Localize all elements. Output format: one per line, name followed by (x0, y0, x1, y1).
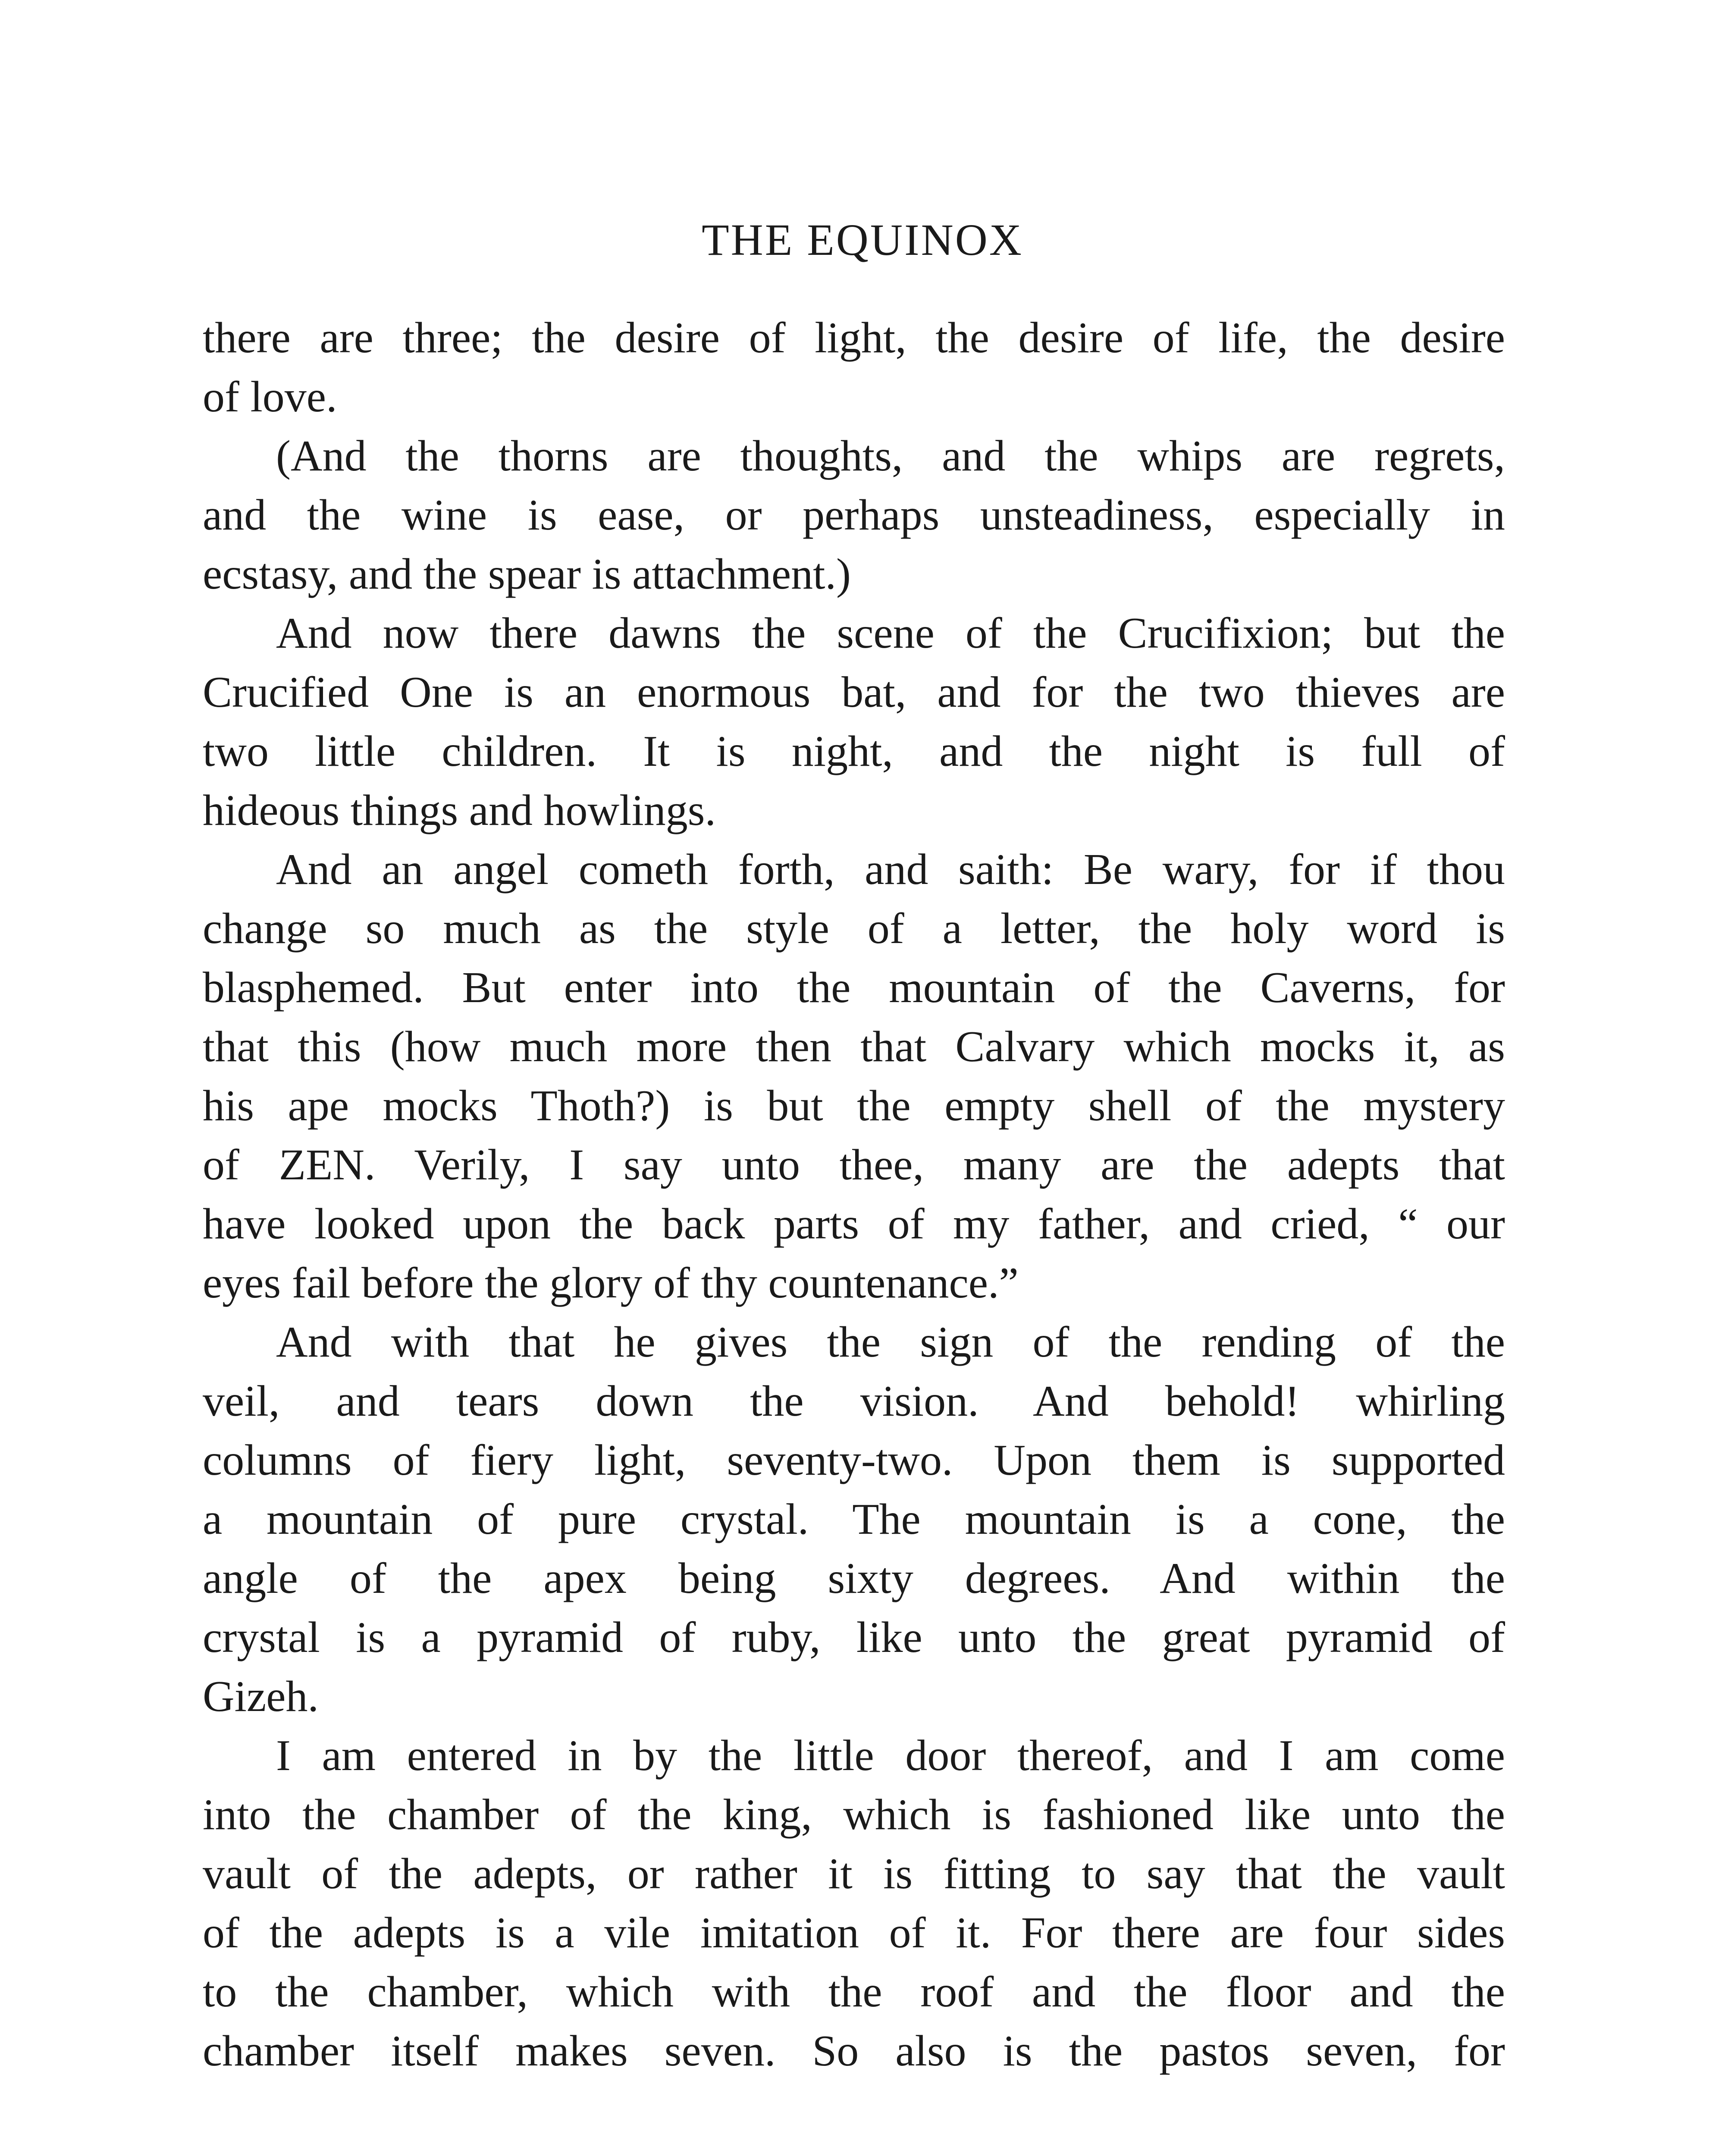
body-text (203, 308, 1505, 2081)
text-line: And an angel cometh forth, and saith: Be wary, for if thou (276, 845, 1505, 894)
text-line: a mountain of pure crystal. The mountain is a cone, the (203, 1495, 1505, 1544)
running-head-title: THE EQUINOX (702, 215, 1023, 265)
text-line: his ape mocks Thoth?) is but the empty shell of the mystery (203, 1081, 1505, 1130)
text-line: ecstasy, and the spear is attachment.) (203, 550, 851, 599)
text-line: I am entered in by the little door thereof, and I am come (276, 1731, 1505, 1780)
text-line: two little children. It is night, and the night is full of (203, 727, 1505, 776)
paragraph (203, 840, 1505, 1313)
paragraph (203, 604, 1505, 840)
text-line: And with that he gives the sign of the rending of the (276, 1318, 1505, 1366)
text-line: crystal is a pyramid of ruby, like unto the great pyramid of (203, 1613, 1505, 1662)
text-line: veil, and tears down the vision. And behold! whirling (203, 1377, 1505, 1426)
paragraph (203, 426, 1505, 604)
text-line: hideous things and howlings. (203, 786, 716, 835)
text-line: to the chamber, which with the roof and the floor and the (203, 1968, 1505, 2016)
text-line: vault of the adepts, or rather it is fitting to say that the vault (203, 1849, 1505, 1898)
text-line: eyes fail before the glory of thy countenance.” (203, 1259, 1019, 1307)
text-line: Crucified One is an enormous bat, and for the two thieves are (203, 668, 1505, 717)
text-line: have looked upon the back parts of my father, and cried, “ our (203, 1200, 1505, 1248)
text-line: chamber itself makes seven. So also is the pastos seven, for (203, 2027, 1505, 2075)
text-line: there are three; the desire of light, the desire of life, the desire (203, 313, 1505, 362)
text-line: of the adepts is a vile imitation of it. For there are four sides (203, 1908, 1505, 1957)
text-line: Gizeh. (203, 1672, 319, 1721)
paragraph (203, 308, 1505, 426)
text-line: blasphemed. But enter into the mountain of the Caverns, for (203, 963, 1505, 1012)
paragraph (203, 1313, 1505, 1726)
text-line: of love. (203, 373, 337, 421)
text-line: and the wine is ease, or perhaps unsteadiness, especially in (203, 491, 1505, 539)
paragraph (203, 1726, 1505, 2081)
text-line: columns of fiery light, seventy-two. Upon them is supported (203, 1436, 1505, 1485)
text-line: of ZEN. Verily, I say unto thee, many are the adepts that (203, 1141, 1505, 1189)
text-line: And now there dawns the scene of the Crucifixion; but the (276, 609, 1505, 658)
text-line: change so much as the style of a letter, the holy word is (203, 904, 1505, 953)
text-line: angle of the apex being sixty degrees. And within the (203, 1554, 1505, 1603)
text-line: that this (how much more then that Calvary which mocks it, as (203, 1022, 1505, 1071)
text-line: (And the thorns are thoughts, and the whips are regrets, (276, 432, 1505, 480)
text-line: into the chamber of the king, which is fashioned like unto the (203, 1790, 1505, 1839)
